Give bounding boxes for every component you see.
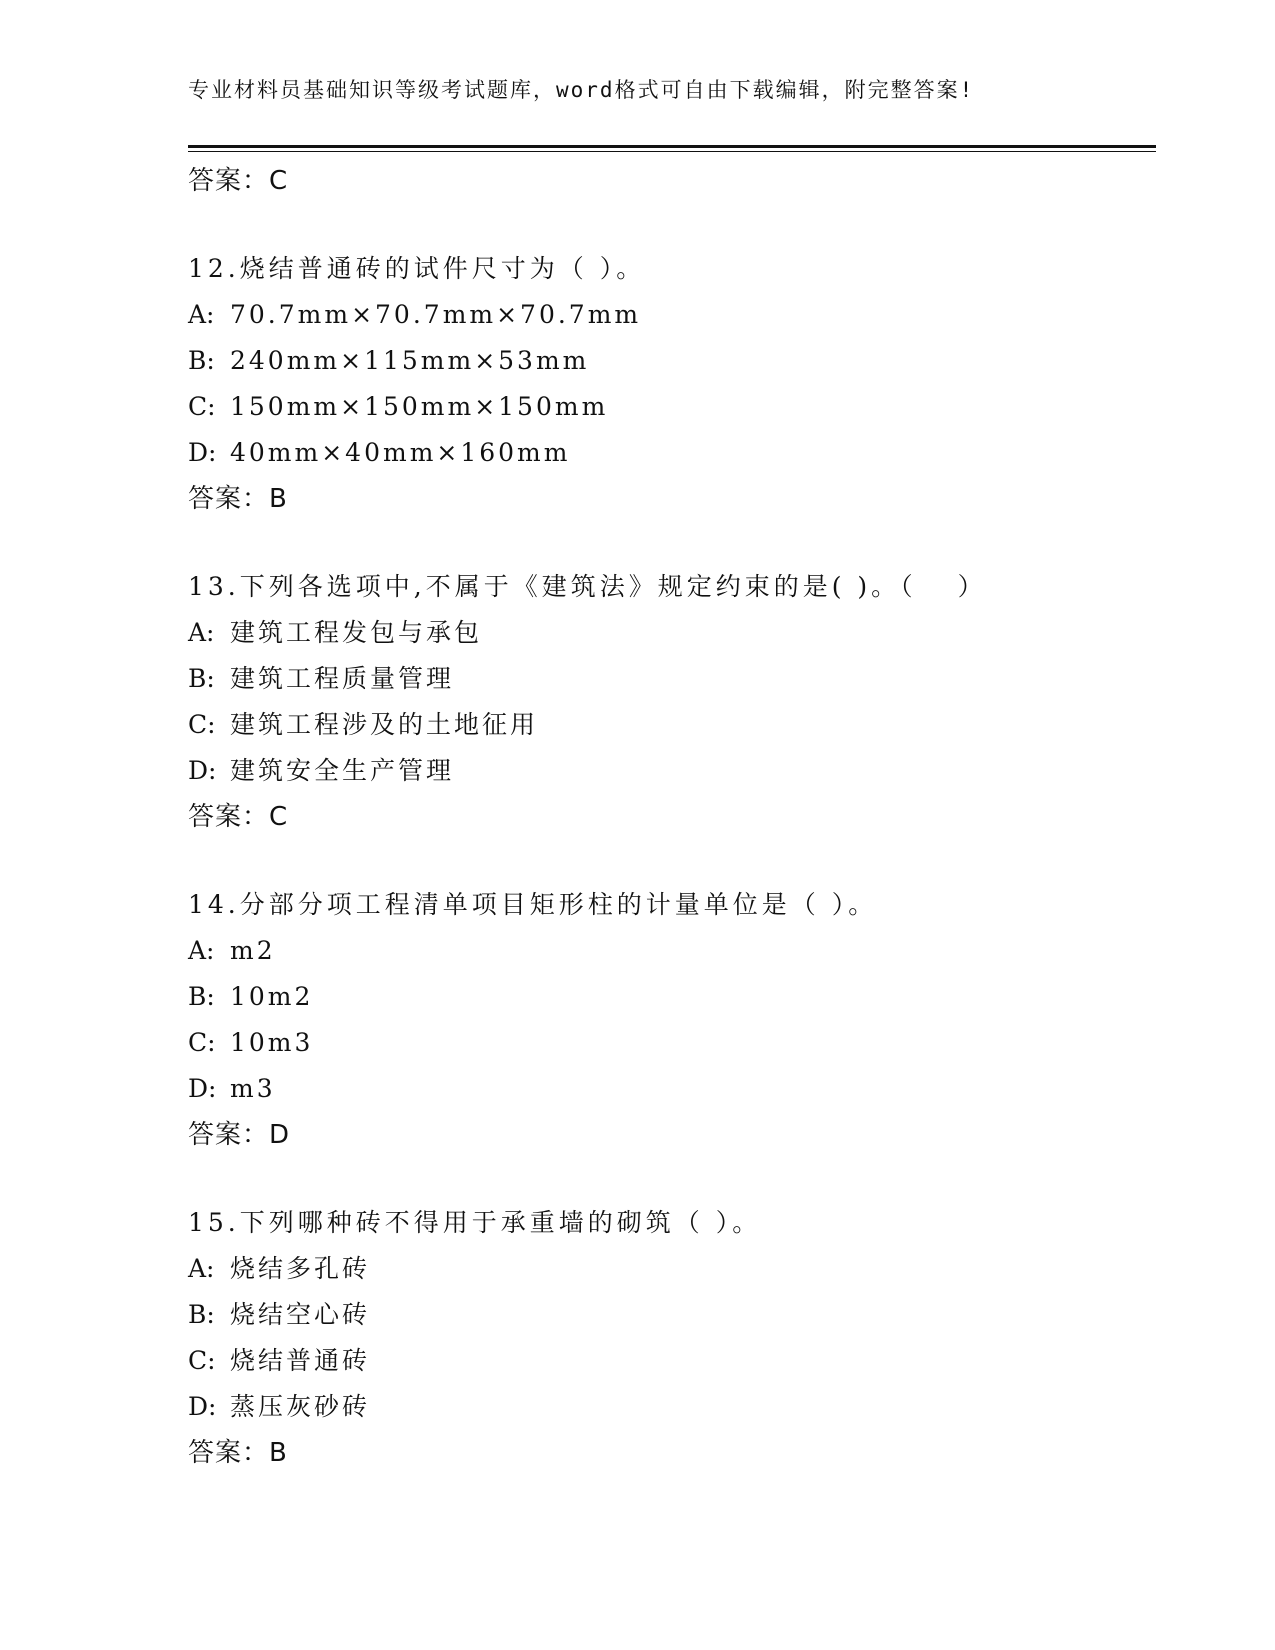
option-text: 150mm×150mm×150mm bbox=[230, 392, 609, 421]
option-text: 240mm×115mm×53mm bbox=[230, 346, 590, 375]
option-text: m3 bbox=[230, 1074, 276, 1103]
option-text: 烧结多孔砖 bbox=[230, 1254, 371, 1283]
option-text: 40mm×40mm×160mm bbox=[230, 438, 571, 467]
option-letter: D: bbox=[188, 1392, 217, 1421]
question-block bbox=[188, 882, 1156, 1158]
option-c bbox=[188, 1020, 1156, 1066]
option-d bbox=[188, 430, 1156, 476]
option-b bbox=[188, 974, 1156, 1020]
option-b bbox=[188, 656, 1156, 702]
option-b bbox=[188, 338, 1156, 384]
question-stem: 13.下列各选项中,不属于《建筑法》规定约束的是( )。（ ） bbox=[188, 572, 987, 601]
page-header: 专业材料员基础知识等级考试题库，word格式可自由下载编辑，附完整答案! bbox=[188, 78, 975, 102]
header-rule-thin bbox=[188, 151, 1156, 152]
option-text: 烧结普通砖 bbox=[230, 1346, 371, 1375]
option-c bbox=[188, 702, 1156, 748]
question-stem: 14.分部分项工程清单项目矩形柱的计量单位是（ ）。 bbox=[188, 890, 878, 919]
answer-line: 答案：B bbox=[188, 484, 288, 514]
option-text: 蒸压灰砂砖 bbox=[230, 1392, 371, 1421]
option-text: 建筑工程发包与承包 bbox=[230, 618, 483, 647]
option-letter: C: bbox=[188, 392, 216, 421]
option-letter: A: bbox=[188, 300, 215, 329]
option-letter: D: bbox=[188, 756, 217, 785]
option-letter: C: bbox=[188, 1346, 216, 1375]
option-text: 建筑工程涉及的土地征用 bbox=[230, 710, 539, 739]
option-a bbox=[188, 1246, 1156, 1292]
answer-line: 答案：C bbox=[188, 802, 289, 832]
option-c bbox=[188, 1338, 1156, 1384]
option-letter: B: bbox=[188, 1300, 215, 1329]
question-block bbox=[188, 246, 1156, 522]
option-letter: B: bbox=[188, 346, 215, 375]
question-block bbox=[188, 1200, 1156, 1476]
answer-line: 答案：C bbox=[188, 166, 289, 196]
option-letter: B: bbox=[188, 982, 215, 1011]
question-stem: 12.烧结普通砖的试件尺寸为（ ）。 bbox=[188, 254, 646, 283]
option-text: 10m2 bbox=[230, 982, 314, 1011]
option-letter: A: bbox=[188, 1254, 215, 1283]
option-text: 70.7mm×70.7mm×70.7mm bbox=[230, 300, 642, 329]
option-b bbox=[188, 1292, 1156, 1338]
option-letter: B: bbox=[188, 664, 215, 693]
answer-line: 答案：D bbox=[188, 1120, 291, 1150]
option-d bbox=[188, 1066, 1156, 1112]
option-a bbox=[188, 928, 1156, 974]
option-text: 10m3 bbox=[230, 1028, 314, 1057]
question-stem: 15.下列哪种砖不得用于承重墙的砌筑（ ）。 bbox=[188, 1208, 762, 1237]
option-d bbox=[188, 1384, 1156, 1430]
question-list bbox=[188, 158, 1156, 1476]
header-rule-thick bbox=[188, 145, 1156, 148]
option-letter: D: bbox=[188, 438, 217, 467]
option-a bbox=[188, 610, 1156, 656]
answer-line: 答案：B bbox=[188, 1438, 288, 1468]
option-letter: C: bbox=[188, 1028, 216, 1057]
option-c bbox=[188, 384, 1156, 430]
option-text: 烧结空心砖 bbox=[230, 1300, 371, 1329]
option-d bbox=[188, 748, 1156, 794]
option-letter: D: bbox=[188, 1074, 217, 1103]
question-block bbox=[188, 564, 1156, 840]
option-text: 建筑工程质量管理 bbox=[230, 664, 455, 693]
option-letter: A: bbox=[188, 618, 215, 647]
option-letter: C: bbox=[188, 710, 216, 739]
option-text: 建筑安全生产管理 bbox=[230, 756, 455, 785]
option-text: m2 bbox=[230, 936, 276, 965]
option-letter: A: bbox=[188, 936, 215, 965]
option-a bbox=[188, 292, 1156, 338]
